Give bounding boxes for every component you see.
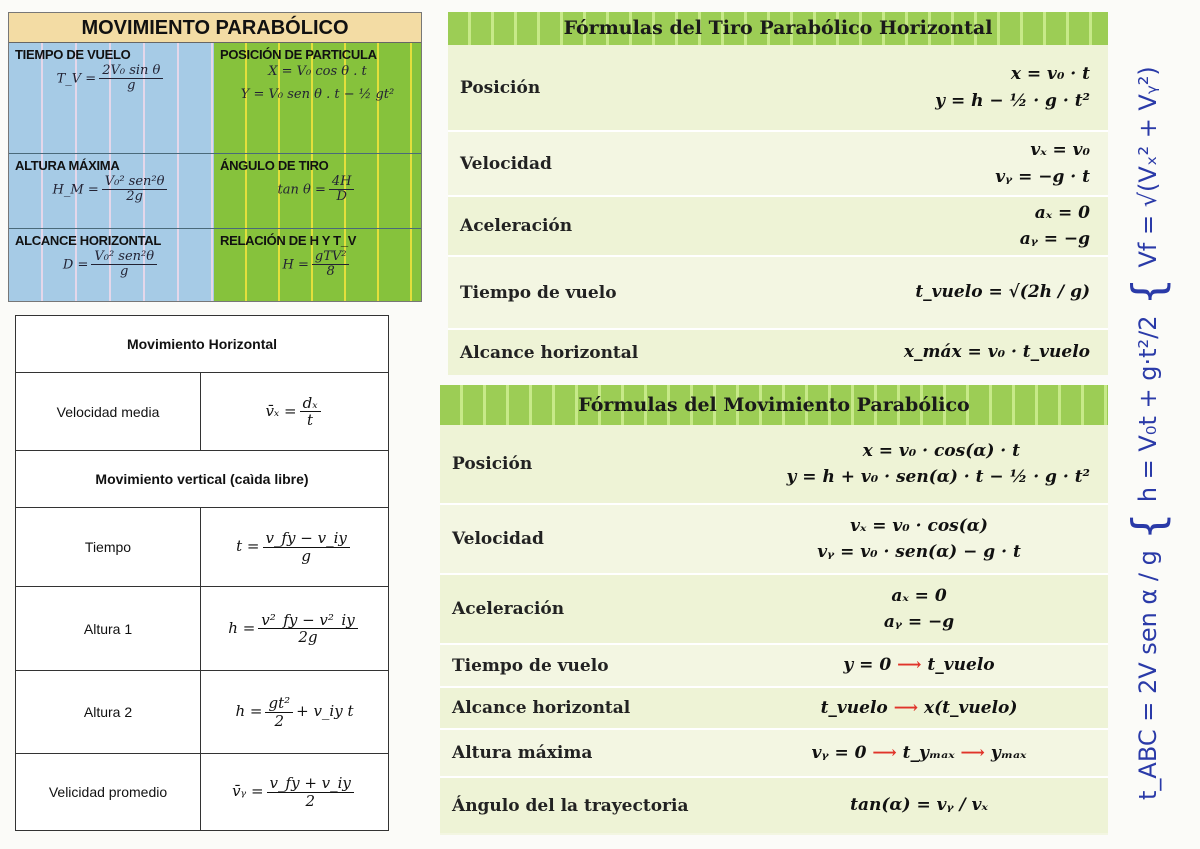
row-horizontal-range [440,688,1108,730]
row-label: Posición [460,77,541,98]
formula: y = 0 ⟶ t_vuelo [843,655,995,676]
parabolic-summary-box [8,12,422,302]
row-max-height [440,730,1108,778]
horizontal-launch-panel [448,12,1108,375]
row-label: Velocidad media [16,373,201,451]
cell-horizontal-range [9,229,214,303]
row-horizontal-range [448,330,1108,375]
row-label: Altura 1 [16,587,201,671]
cell-title: ALTURA MÁXIMA [15,158,120,173]
formula: t_vuelo = √(2h / g) [915,282,1090,303]
motion-table [15,315,389,831]
row-velocity [448,132,1108,197]
formula: tan(α) = vᵧ / vₓ [850,795,988,816]
row-label: Altura máxima [452,743,593,763]
formula: aₓ = 0 aᵧ = −g [1019,202,1090,249]
row-acceleration [440,575,1108,645]
section-heading: Movimiento Horizontal [16,316,389,373]
formula: H = $\frac{\text{gTV²}}{8}$ [220,250,415,280]
brace-icon: { [1122,277,1174,306]
cell-launch-angle [214,154,421,229]
formula: x_máx = v₀ · t_vuelo [903,342,1090,363]
formula: t = $\frac{v\_fy - v\_iy}{g}$ [201,508,389,587]
formula: aₓ = 0 aᵧ = −g [883,585,955,632]
handwritten-final-velocity: Vf = √(Vₓ² + Vᵧ²) [1134,66,1162,268]
row-label: Tiempo de vuelo [452,655,609,676]
row-label: Ángulo del la trayectoria [452,795,689,816]
formula: vₓ = v₀ · cos(α) vᵧ = v₀ · sen(α) − g · t [817,515,1021,562]
handwritten-flight-time: t_ABC = 2V sen α / g [1134,550,1162,800]
row-label: Velicidad promedio [16,754,201,831]
formula: Y = V₀ sen θ . t − ½ gt² [240,87,395,102]
section-heading: Movimiento vertical (caìda libre) [16,451,389,508]
row-velocity [440,505,1108,575]
panel-rows [448,45,1108,375]
cell-title: ALCANCE HORIZONTAL [15,233,162,248]
row-label: Altura 2 [16,671,201,754]
row-label: Velocidad [460,153,552,174]
formula: h = $\frac{\text{gt²}}{2}$ + v_iy t [201,671,389,754]
cell-max-height [9,154,214,229]
summary-right-column [214,43,421,301]
arrow-icon: ⟶ [872,742,897,763]
summary-left-column [9,43,214,301]
row-label: Posición [452,454,533,474]
cell-title: RELACIÓN DE H Y T_V [220,233,357,248]
cell-flight-time [9,43,214,154]
brace-icon: { [1122,512,1174,541]
parabolic-motion-panel [440,385,1108,835]
arrow-icon: ⟶ [897,655,922,676]
cell-h-tv-relation [214,229,421,303]
formula: D = $\frac{\text{V₀² sen²θ}}{g}$ [15,250,208,280]
formula: x = v₀ · t y = h − ½ · g · t² [935,64,1090,111]
row-label: Alcance horizontal [452,698,631,718]
panel-rows [440,425,1108,833]
row-position [440,425,1108,505]
formula: t_vuelo ⟶ x(t_vuelo) [820,697,1018,718]
arrow-icon: ⟶ [960,742,985,763]
row-position [448,45,1108,132]
row-label: Velocidad [452,529,544,549]
formula: tan θ = $\frac{4H}{D}$ [220,175,415,205]
formula: H_M = $\frac{\text{V₀² sen²θ}}{2g}$ [15,175,208,205]
formula: v̄ₓ = $\frac{\text{dₓ}}{t}$ [201,373,389,451]
row-label: Aceleración [460,216,573,236]
handwritten-notes [1108,66,1188,800]
arrow-icon: ⟶ [893,697,919,718]
formula: vₓ = v₀ vᵧ = −g · t [995,140,1090,187]
formula: X = V₀ cos θ . t [268,64,367,79]
row-label: Tiempo de vuelo [460,282,617,303]
formula: T_V = $\frac{\text{2V₀ sin θ}}{g}$ [15,64,208,94]
cell-particle-position [214,43,421,154]
row-flight-time [448,257,1108,330]
cell-title: TIEMPO DE VUELO [15,47,131,62]
row-acceleration [448,197,1108,257]
row-label: Aceleración [452,599,565,619]
panel-title: Fórmulas del Tiro Parabólico Horizontal [448,12,1108,45]
row-label: Alcance horizontal [460,342,639,363]
formula: h = $\frac{\text{v²\_fy − v²\_iy}}{2g}$ [201,587,389,671]
row-trajectory-angle [440,778,1108,833]
formula: v̄ᵧ = $\frac{v\_fy + v\_iy}{2}$ [201,754,389,831]
row-label: Tiempo [16,508,201,587]
formula: x = v₀ · cos(α) · t y = h + v₀ · sen(α) · t − ½ · g · t² [786,440,1090,487]
cell-title: ÁNGULO DE TIRO [220,158,329,173]
panel-title: Fórmulas del Movimiento Parabólico [440,385,1108,425]
row-flight-time [440,645,1108,688]
summary-title: MOVIMIENTO PARABÓLICO [9,13,421,43]
handwritten-height: h = V₀t + g·t²/2 [1134,315,1162,503]
cell-title: POSICIÓN DE PARTICULA [220,47,377,62]
formula: vᵧ = 0 ⟶ t_yₘₐₓ ⟶ yₘₐₓ [811,742,1027,763]
